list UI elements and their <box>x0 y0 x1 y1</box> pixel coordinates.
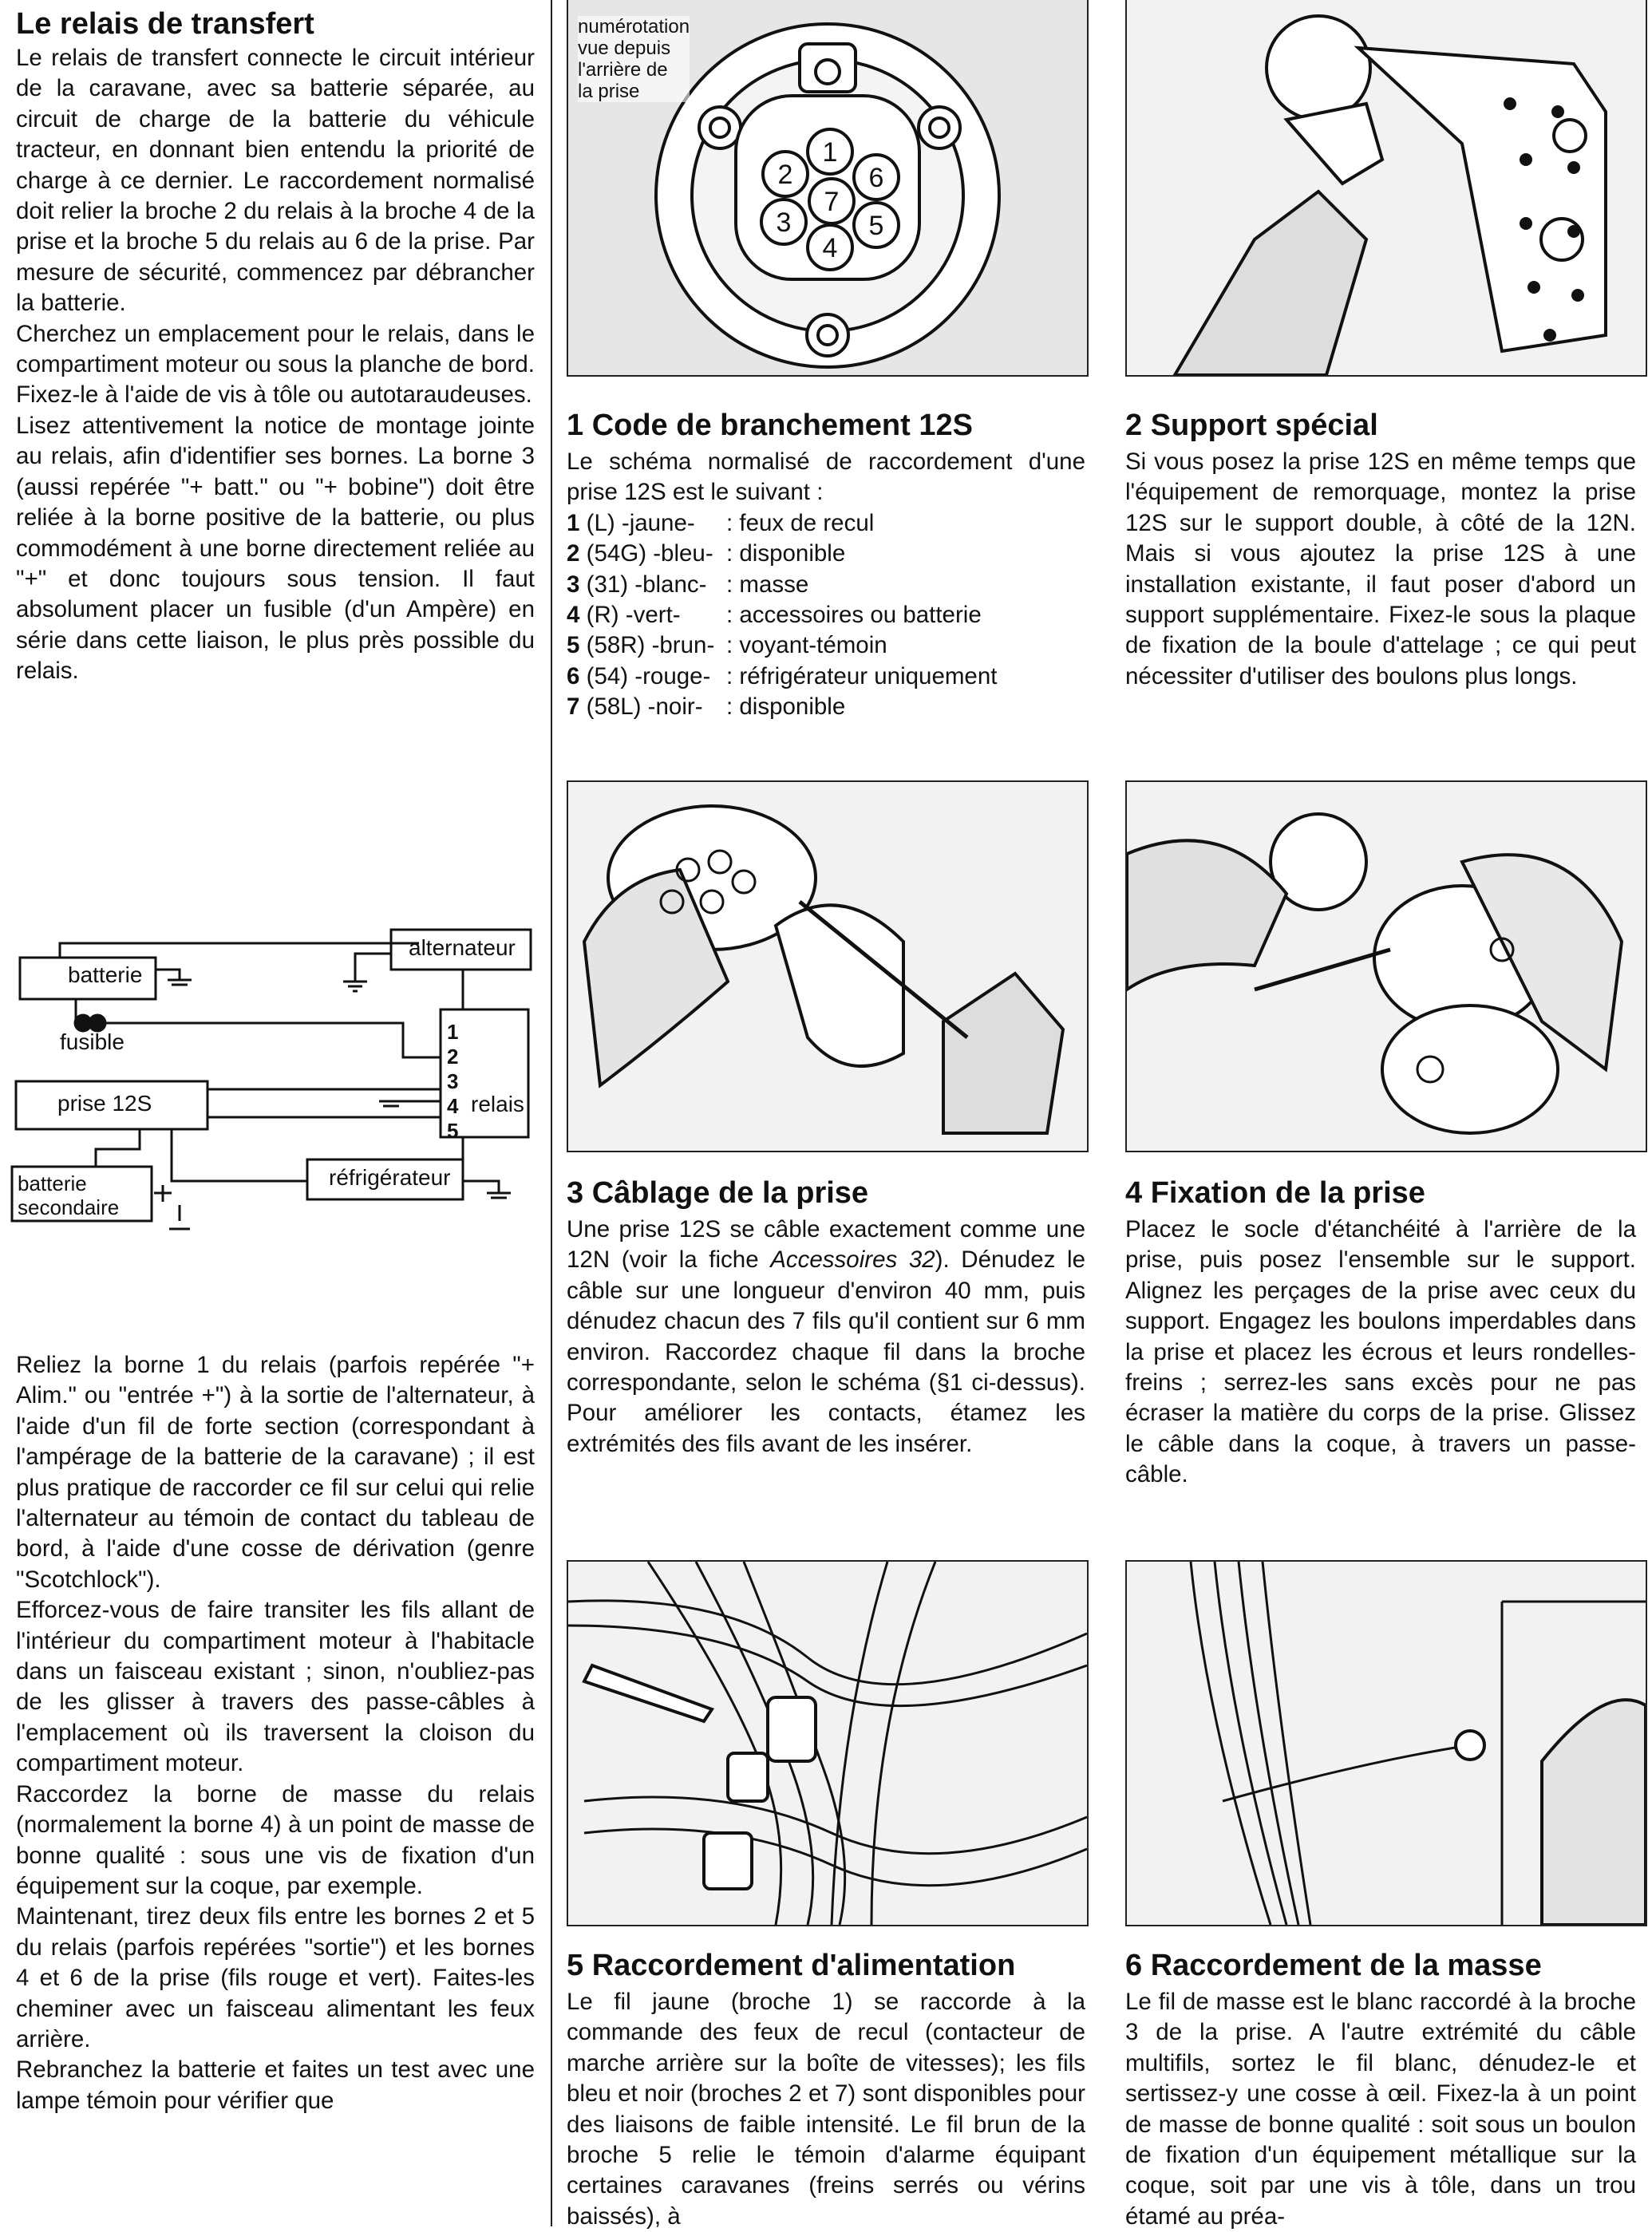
pin-5-label: 5 <box>868 211 884 241</box>
photo-masse <box>1125 1560 1647 1926</box>
section-4 <box>1125 1175 1636 1491</box>
pin-4-label: 4 <box>822 233 838 263</box>
table-row: 5 (58R) -brun- : voyant-témoin <box>567 632 887 659</box>
section-2-title: 2 Support spécial <box>1125 409 1378 442</box>
alimentation-drawing <box>568 1562 1087 1925</box>
connector-view-note: numérotation vue depuis l'arrière de la prise <box>578 16 690 102</box>
photo-connector-face <box>567 0 1089 377</box>
section-3 <box>567 1175 1085 1460</box>
diagram-label-relais: relais <box>471 1092 524 1116</box>
diagram-label-fusible: fusible <box>60 1029 124 1054</box>
masse-drawing <box>1127 1562 1646 1925</box>
diagram-label-refrigerateur: réfrigérateur <box>329 1165 451 1190</box>
diagram-label-prise: prise 12S <box>57 1091 152 1116</box>
section-5-title: 5 Raccordement d'alimentation <box>567 1949 1016 1982</box>
section-2-body: Si vous posez la prise 12S en même temps que l'équipement de remorquage, montez la prise 12S sur le support double, à côté de la 12N. Mais si vous ajoutez la prise 12S à une installation existante, il faut poser d'abord un support supplémentaire. Fixez-le sous la plaque de fixation de la boule d'attelage ; ce qui peut nécessiter d'utiliser des boulons plus longs. <box>1125 448 1636 689</box>
diagram-label-alternateur: alternateur <box>409 935 516 960</box>
section-title-relais: Le relais de transfert <box>16 7 314 41</box>
pin-6-label: 6 <box>868 163 884 193</box>
paragraph: Cherchez un emplacement pour le relais, dans le compartiment moteur ou sous la planche de bord. Fixez-le à l'aide de vis à tôle ou autotaraudeuses. <box>16 320 535 409</box>
photo-alimentation <box>567 1560 1089 1926</box>
column-divider <box>551 0 552 2226</box>
section-2 <box>1125 407 1636 692</box>
relais-steps-text <box>16 1350 535 2116</box>
table-row: 3 (31) -blanc- : masse <box>567 571 809 598</box>
photo-fixation <box>1125 780 1647 1152</box>
paragraph: Reliez la borne 1 du relais (parfois repérée "+ Alim." ou "entrée +") à la sortie de l'alternateur, à l'aide d'un fil de forte section (correspondant à l'ampérage de la batterie de la caravane) ; il est plus pratique de raccorder ce fil sur celui qui relie l'alternateur au témoin de contact du tableau de bord, à l'aide d'une cosse de dérivation (genre "Scotchlock"). <box>16 1352 535 1593</box>
paragraph: Rebranchez la batterie et faites un test avec une lampe témoin pour vérifier que <box>16 2056 535 2114</box>
diagram-label-batterie-secondaire: batterie secondaire <box>18 1171 120 1219</box>
table-row: 2 (54G) -bleu- : disponible <box>567 540 846 567</box>
section-5-body: Le fil jaune (broche 1) se raccorde à la commande des feux de recul (contacteur de marche arrière sur la boîte de vitesses); les fils bleu et noir (broches 2 et 7) sont disponibles pour des liaisons de faible intensité. Le fil brun de la broche 5 relie le témoin d'alarme équipant certaines caravanes (freins serrés ou vérins baissés), à <box>567 1989 1085 2230</box>
section-1-intro: Le schéma normalisé de raccordement d'une prise 12S est le suivant : <box>567 448 1085 506</box>
support-drawing <box>1127 0 1646 375</box>
paragraph: Le relais de transfert connecte le circuit intérieur de la caravane, avec sa batterie séparée, au circuit de charge de la batterie du véhicule tracteur, en donnant bien entendu la priorité de charge à ce dernier. Le raccordement normalisé doit relier la broche 2 du relais à la broche 4 de la prise et la broche 5 du relais au 6 de la prise. Par mesure de sécurité, commencez par débrancher la batterie. <box>16 45 535 317</box>
section-6-body: Le fil de masse est le blanc raccordé à la broche 3 de la prise. A l'autre extrémité du câble multifils, sortez le fil blanc, dénudez-le et sertissez-y une cosse à œil. Fixez-la à un point de masse de bonne qualité : soit sous un boulon de fixation d'un équipement métallique sur la coque, soit par une vis à tôle, dans un trou étamé au préa- <box>1125 1989 1636 2230</box>
table-row: 7 (58L) -noir- : disponible <box>567 693 846 721</box>
section-3-body: Une prise 12S se câble exactement comme une 12N (voir la fiche Accessoires 32). Dénudez le câble sur une longueur d'environ 40 mm, puis dénudez chacun des 7 fils qu'il contient sur 6 mm environ. Raccordez chaque fil dans la broche correspondante, selon le schéma (§1 ci-dessus). Pour améliorer les contacts, étamez les extrémités des fils avant de les insérer. <box>567 1216 1085 1457</box>
pin-code-table <box>567 508 997 723</box>
section-4-title: 4 Fixation de la prise <box>1125 1176 1425 1210</box>
section-1 <box>567 407 1085 723</box>
pin-7-label: 7 <box>824 187 840 217</box>
relais-intro-text <box>16 43 535 687</box>
section-5 <box>567 1947 1085 2232</box>
section-3-title: 3 Câblage de la prise <box>567 1176 869 1210</box>
table-row: 4 (R) -vert- : accessoires ou batterie <box>567 602 982 629</box>
table-row: 6 (54) -rouge- : réfrigérateur uniquement <box>567 662 998 689</box>
paragraph: Lisez attentivement la notice de montage jointe au relais, afin d'identifier ses bornes. La borne 3 (aussi repérée "+ batt." ou "+ bobine") doit être reliée à la borne positive de la batterie, ou plus commodément à une borne directement reliée au "+" et donc toujours sous tension. Il faut absolument placer un fusible (d'un Ampère) en série dans cette liaison, le plus près possible du relais. <box>16 412 535 685</box>
diagram-label-batterie: batterie <box>68 962 143 987</box>
fixation-drawing <box>1127 782 1646 1151</box>
photo-cablage <box>567 780 1089 1152</box>
section-6-title: 6 Raccordement de la masse <box>1125 1949 1542 1982</box>
paragraph: Maintenant, tirez deux fils entre les bornes 2 et 5 du relais (parfois repérées "sortie") et les bornes 4 et 6 de la prise (fils rouge et vert). Faites-les cheminer avec un faisceau alimentant les feux arrière. <box>16 1903 535 2052</box>
table-row: 1 (L) -jaune- : feux de recul <box>567 509 875 536</box>
relais-terminals: 1 2 3 4 5 <box>447 1020 459 1143</box>
cablage-drawing <box>568 782 1087 1151</box>
pin-2-label: 2 <box>777 160 793 190</box>
paragraph: Efforcez-vous de faire transiter les fils allant de l'intérieur du compartiment moteur à l'habitacle dans un faisceau existant ; sinon, n'oubliez-pas de les glisser à travers des passe-câbles à l'emplacement où ils traversent la cloison du compartiment moteur. <box>16 1597 535 1777</box>
section-6 <box>1125 1947 1636 2232</box>
section-1-title: 1 Code de branchement 12S <box>567 409 973 442</box>
pin-3-label: 3 <box>776 207 792 238</box>
paragraph: Raccordez la borne de masse du relais (normalement la borne 4) à un point de masse de bonne qualité : sous une vis de fixation d'un équipement sur la coque, par exemple. <box>16 1780 535 1899</box>
wiring-diagram <box>0 918 543 1269</box>
pin-1-label: 1 <box>822 137 838 168</box>
photo-support-special <box>1125 0 1647 377</box>
section-4-body: Placez le socle d'étanchéité à l'arrière de la prise, puis posez l'ensemble sur le support. Alignez les perçages de la prise avec ceux du support. Engagez les boulons imperdables dans la prise et placez les écrous et leurs rondelles-freins ; serrez-les sans excès pour ne pas écraser la matière du corps de la prise. Glissez le câble dans la coque, à travers un passe-câble. <box>1125 1216 1636 1488</box>
